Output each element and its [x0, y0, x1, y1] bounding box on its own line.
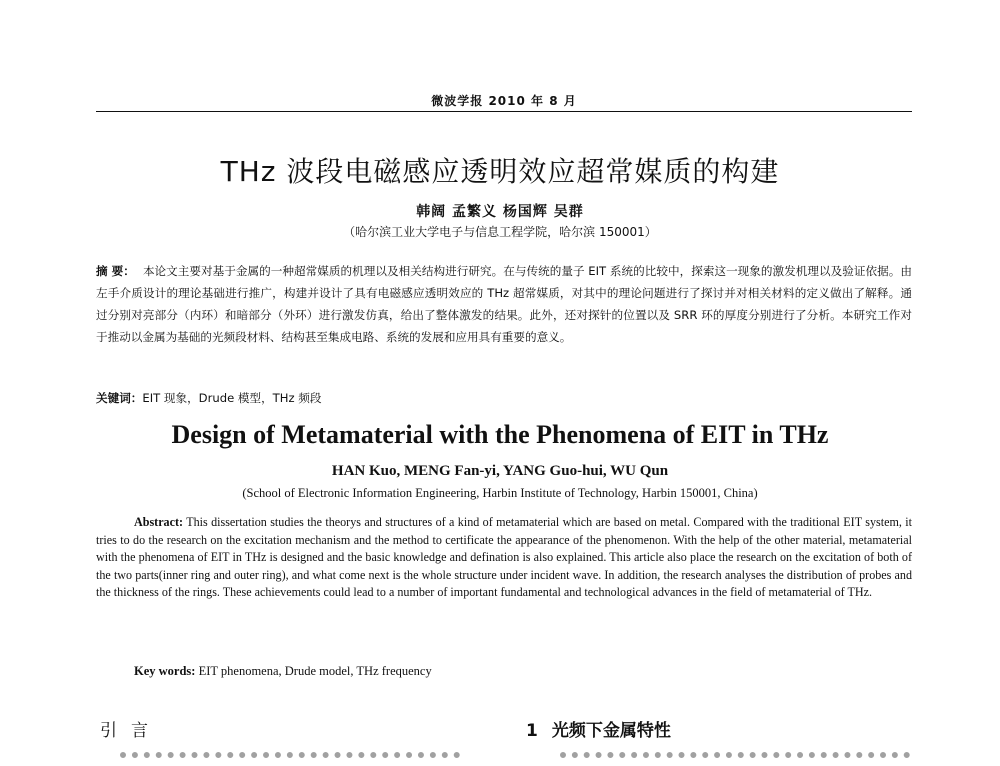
chinese-title: THz 波段电磁感应透明效应超常媒质的构建: [220, 155, 780, 188]
cut-off-text-left: [120, 752, 460, 766]
english-abstract: [96, 514, 912, 602]
cut-off-text-right: [560, 752, 910, 766]
chinese-affiliation: （哈尔滨工业大学电子与信息工程学院，哈尔滨 150001）: [343, 225, 657, 239]
english-abstract-text: This dissertation studies the theorys and structures of a kind of metamaterial which are based on metal. Compared with the traditional EIT system, it tries to do the research on the excitation mechanism and the method to certificate the appearance of the phenomenon. With the help of the other material, metamaterial with the phenomena of EIT in THz is designed and the basic knowledge and defination is also explained. This article also place the research on the excitation of both of the two parts(inner ring and outer ring), and what come next is the whole structure under incident wave. In addition, the research analyses the distribution of probes and the thickness of the rings. These achievements could lead to a number of important fundamental and technological advances in the field of metamaterial of THz.: [96, 515, 912, 599]
english-title: Design of Metamaterial with the Phenomena of EIT in THz: [171, 420, 829, 449]
english-keywords-text: EIT phenomena, Drude model, THz frequency: [195, 664, 432, 678]
chinese-authors: 韩阔 孟繁义 杨国辉 吴群: [416, 204, 584, 220]
chinese-keywords-text: EIT 现象，Drude 模型，THz 频段: [142, 391, 322, 405]
chinese-abstract-text: 本论文主要对基于金属的一种超常媒质的机理以及相关结构进行研究。在与传统的量子 EIT 系统的比较中，探索这一现象的激发机理以及验证依据。由左手介质设计的理论基础进行推广，构建并设计了具有电磁感应透明效应的 THz 超常媒质，对其中的理论问题进行了探讨并对相关材料的定义做出了解释。通过分别对亮部分（内环）和暗部分（外环）进行激发仿真，给出了整体激发的结果。此外，还对探针的位置以及 SRR 环的厚度分别进行了分析。本研究工作对于推动以金属为基础的光频段材料、结构甚至集成电路、系统的发展和应用具有重要的意义。: [96, 264, 912, 344]
english-authors: HAN Kuo, MENG Fan-yi, YANG Guo-hui, WU Qun: [331, 463, 669, 479]
chinese-abstract: [96, 260, 912, 348]
header-rule: [96, 111, 912, 112]
english-affiliation: (School of Electronic Information Engineering, Harbin Institute of Technology, Harbin 150001, China): [242, 486, 758, 500]
english-keywords: [134, 664, 894, 679]
intro-heading: 引言: [100, 721, 162, 741]
section-1-number: 1: [526, 721, 538, 741]
journal-header: 微波学报 2010 年 8 月: [431, 94, 577, 108]
english-keywords-label: Key words:: [134, 664, 196, 678]
english-abstract-label: Abstract:: [134, 515, 184, 529]
chinese-keywords: [96, 390, 912, 406]
section-1-heading: [526, 716, 671, 741]
section-1-title: 光频下金属特性: [551, 721, 671, 741]
chinese-keywords-label: 关键词：: [96, 391, 143, 405]
chinese-abstract-label: 摘 要：: [96, 264, 135, 278]
